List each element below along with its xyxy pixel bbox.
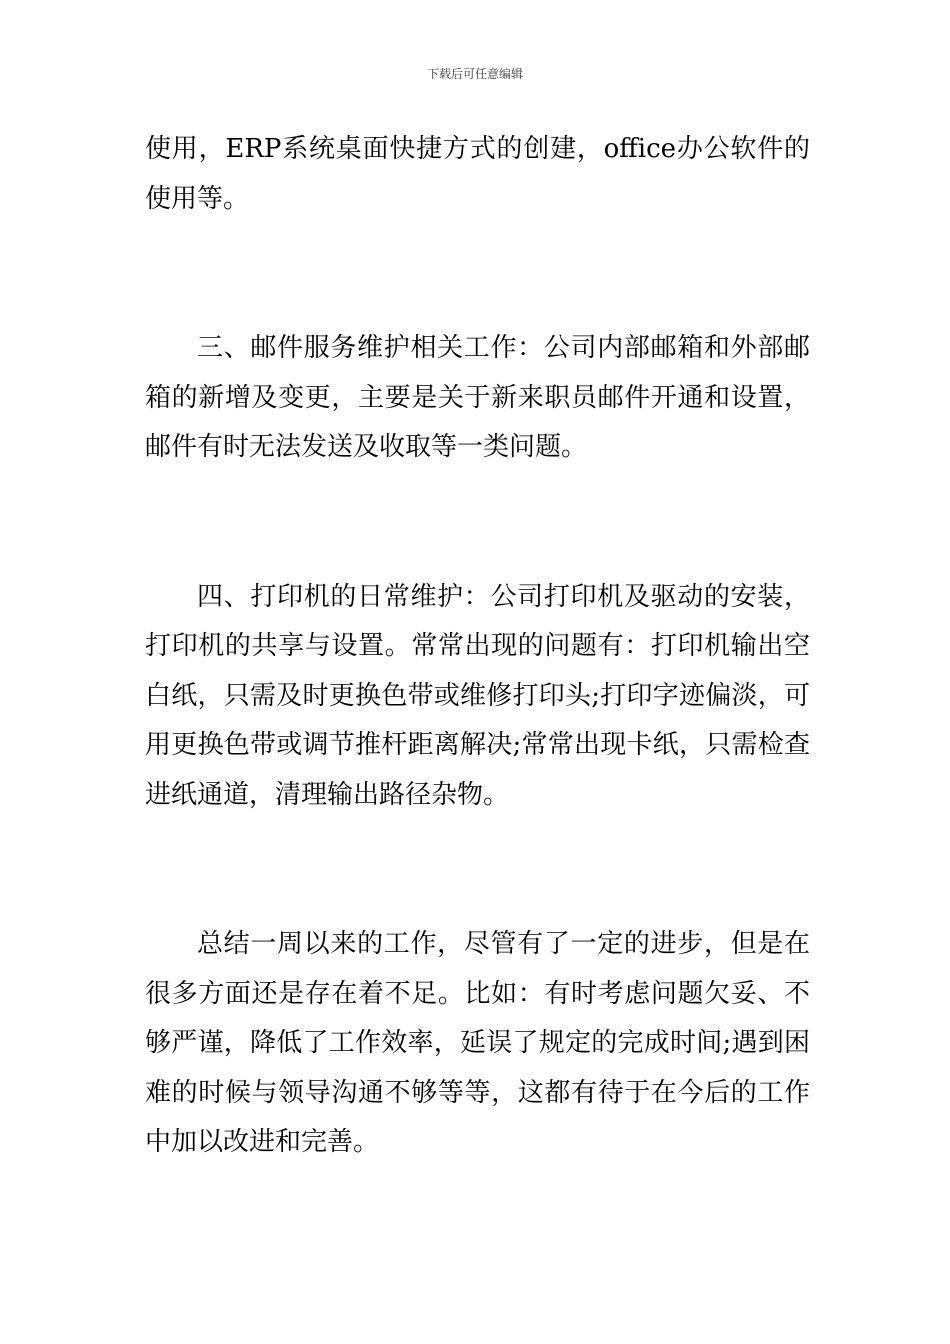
paragraph-spacer [145,224,810,324]
paragraph-email-maintenance: 三、邮件服务维护相关工作：公司内部邮箱和外部邮箱的新增及变更，主要是关于新来职员邮件开通和设置，邮件有时无法发送及收取等一类问题。 [145,333,810,462]
paragraph-summary: 总结一周以来的工作，尽管有了一定的进步，但是在很多方面还是存在着不足。比如：有时考虑问题欠妥、不够严谨，降低了工作效率，延误了规定的完成时间;遇到困难的时候与领导沟通不够等等，这都有待于在今后的工作中加以改进和完善。 [145,929,810,1157]
paragraph-spacer [145,820,810,920]
paragraph-printer-maintenance: 四、打印机的日常维护：公司打印机及驱动的安装，打印机的共享与设置。常常出现的问题有：打印机输出空白纸，只需及时更换色带或维修打印头;打印字迹偏淡，可用更换色带或调节推杆距离解决;常常出现卡纸，只需检查进纸通道，清理输出路径杂物。 [145,581,810,810]
paragraph-continuation: 使用，ERP系统桌面快捷方式的创建，office办公软件的使用等。 [145,134,810,214]
paragraph-spacer [145,473,810,573]
page-header: 下载后可任意编辑 [426,67,523,81]
document-body [145,125,810,1168]
